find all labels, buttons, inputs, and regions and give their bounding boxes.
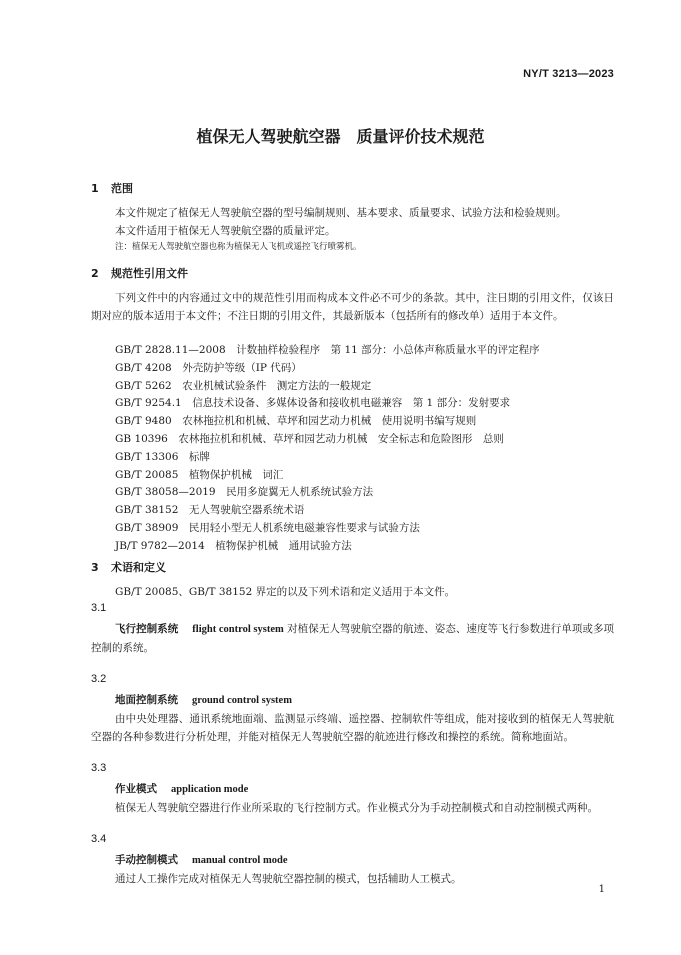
term-3-2 [91,691,614,746]
term-en: application mode [171,784,249,795]
reference-item: GB/T 38909 民用轻小型无人机系统电磁兼容性要求与试验方法 [115,521,420,534]
reference-list [91,342,614,556]
section-number: 1 [91,182,99,195]
term-number: 3.3 [91,762,107,774]
reference-item: GB/T 20085 植物保护机械 词汇 [115,468,284,481]
term-3-3 [91,780,614,817]
term-text: 植保无人驾驶航空器进行作业所采取的飞行控制方式。作业模式分为手动控制模式和自动控制模式两种。 [115,802,598,814]
section-number: 3 [91,561,99,574]
term-text: 由中央处理器、通讯系统地面端、监测显示终端、遥控器、控制软件等组成，能对接收到的植保无人驾驶航空器的各种参数进行分析处理，并能对植保无人驾驶航空器的航迹进行修改和操控的系统。简称地面站。 [91,713,614,743]
reference-item: GB/T 13306 标牌 [115,450,210,463]
reference-item: GB/T 2828.11—2008 计数抽样检验程序 第 11 部分：小总体声称质量水平的评定程序 [115,344,540,356]
document-title: 植保无人驾驶航空器 质量评价技术规范 [196,127,485,146]
term-number: 3.2 [91,673,107,685]
term-number: 3.4 [91,833,107,845]
section-2-intro [91,289,614,325]
term-zh: 地面控制系统 [115,694,178,706]
term-zh: 飞行控制系统 [115,623,179,635]
reference-item: GB/T 38058—2019 民用多旋翼无人机系统试验方法 [115,486,374,499]
note: 注：植保无人驾驶航空器也称为植保无人飞机或遥控飞行喷雾机。 [115,242,362,252]
term-number: 3.1 [91,602,107,614]
section-2-heading [91,265,188,281]
term-text: 对植保无人驾驶航空器的航迹、姿态、速度等飞行参数进行单项或多项控制的系统。 [91,623,614,654]
section-title: 规范性引用文件 [111,267,188,280]
reference-item: GB/T 4208 外壳防护等级（IP 代码） [115,361,302,374]
section-title: 范围 [111,182,133,195]
section-1-heading [91,180,133,196]
term-zh: 手动控制模式 [115,854,178,866]
term-en: ground control system [192,695,292,706]
standard-number: NY/T 3213—2023 [523,68,614,80]
reference-item: JB/T 9782—2014 植物保护机械 通用试验方法 [115,539,352,552]
section-title: 术语和定义 [111,561,166,574]
term-3-1 [91,620,614,657]
section-3-intro [91,583,614,601]
reference-item: GB/T 38152 无人驾驶航空器系统术语 [115,504,305,517]
section-1-body [91,204,614,254]
reference-item: GB 10396 农林拖拉机和机械、草坪和园艺动力机械 安全标志和危险图形 总则 [115,432,504,445]
section-3-heading [91,559,166,575]
paragraph: 本文件规定了植保无人驾驶航空器的型号编制规则、基本要求、质量要求、试验方法和检验规则。 [115,207,567,219]
page-number: 1 [598,884,605,895]
paragraph: 本文件适用于植保无人驾驶航空器的质量评定。 [115,225,336,237]
term-heading [91,780,614,799]
term-heading [91,691,614,710]
section-number: 2 [91,267,99,280]
reference-item: GB/T 9480 农林拖拉机和机械、草坪和园艺动力机械 使用说明书编写规则 [115,415,477,428]
term-en: flight control system [192,624,284,635]
term-en: manual control mode [192,855,288,866]
term-heading [91,851,614,870]
paragraph: GB/T 20085、GB/T 38152 界定的以及下列术语和定义适用于本文件。 [115,586,456,598]
term-text: 通过人工操作完成对植保无人驾驶航空器控制的模式，包括辅助人工模式。 [115,873,462,885]
reference-item: GB/T 9254.1 信息技术设备、多媒体设备和接收机电磁兼容 第 1 部分：发射要求 [115,397,511,410]
term-zh: 作业模式 [115,783,157,795]
term-3-4 [91,851,614,888]
term-definition [91,620,614,657]
paragraph: 下列文件中的内容通过文中的规范性引用而构成本文件必不可少的条款。其中，注日期的引用文件，仅该日期对应的版本适用于本文件；不注日期的引用文件，其最新版本（包括所有的修改单）适用于本文件。 [91,292,614,322]
reference-item: GB/T 5262 农业机械试验条件 测定方法的一般规定 [115,379,372,392]
